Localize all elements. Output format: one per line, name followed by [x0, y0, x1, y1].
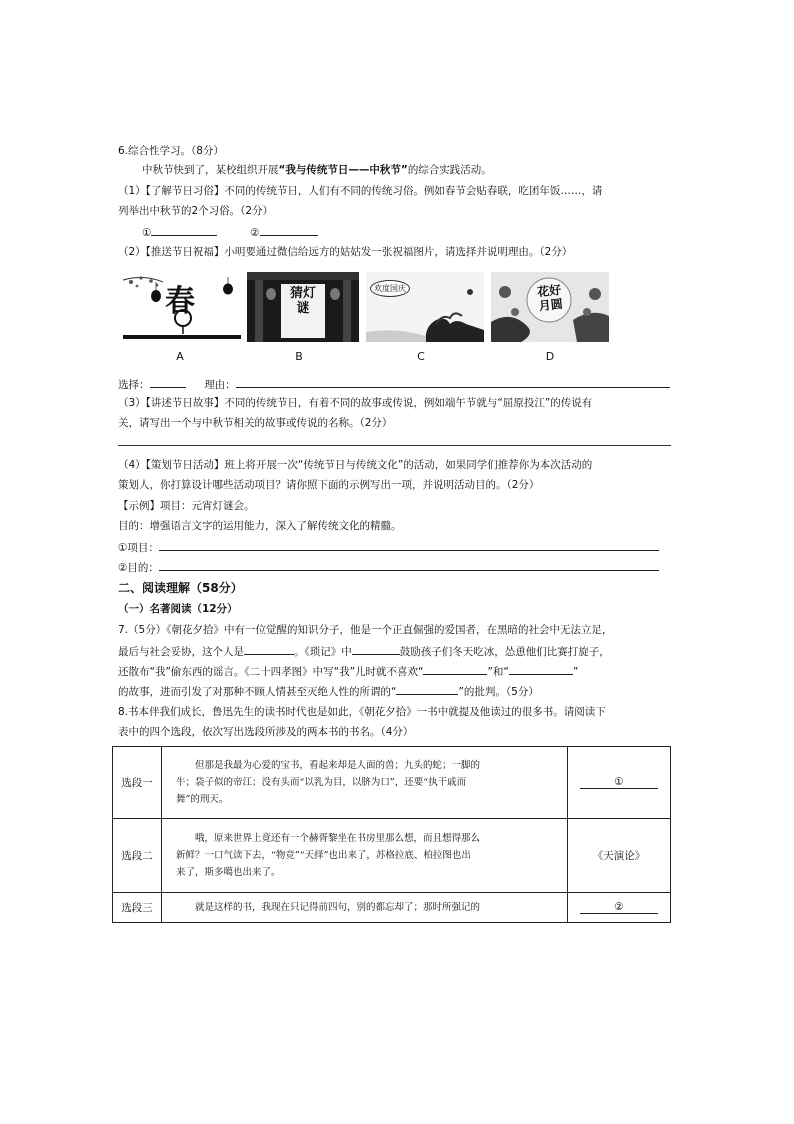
excerpt3-label: 选段三 — [113, 893, 162, 923]
blank2-marker: ② — [250, 227, 260, 239]
excerpt1-line3: 舞”的刑天。 — [176, 794, 229, 805]
goal-blank[interactable] — [159, 558, 659, 571]
q6-p2: （2）【推送节日祝福】小明要通过微信给远方的姑姑发一张祝福图片，请选择并说明理由。（2分） — [118, 246, 573, 258]
q7-l3c: ” — [572, 666, 579, 678]
section2-heading: 二、阅读理解（58分） — [118, 581, 243, 595]
excerpt2-text — [162, 819, 568, 893]
choice-label: 选择： — [118, 379, 150, 391]
item-row — [118, 538, 659, 556]
q7-blank1[interactable] — [244, 642, 294, 655]
subsection1-heading: （一）名著阅读（12分） — [118, 603, 238, 615]
q6-p1-blanks — [142, 223, 318, 241]
excerpt3-text — [162, 893, 568, 923]
q6-title: 6.综合性学习。（8分） — [118, 145, 224, 157]
q7-line3 — [118, 662, 578, 680]
excerpt3-line1: 就是这样的书，我现在只记得前四句，别的都忘却了；那时所强记的 — [195, 902, 481, 913]
reason-label: 理由： — [204, 379, 236, 391]
q7-line4 — [118, 682, 539, 700]
q6-intro-a: 中秋节快到了，某校组织开展 — [142, 164, 279, 176]
image-b[interactable] — [247, 272, 359, 342]
q6-intro-c: 的综合实践活动。 — [407, 164, 492, 176]
q7-l3b: ”和“ — [487, 666, 509, 678]
excerpt2-answer-cell — [568, 819, 671, 893]
q7-l3a: 还散布“我”偷东西的谣言。《二十四孝图》中写“我”儿时就不喜欢“ — [118, 666, 424, 678]
image-c[interactable] — [366, 272, 484, 342]
image-d-label: D — [545, 350, 555, 363]
excerpt1-answer[interactable]: ① — [580, 776, 658, 789]
q7-l4b: ”的批判。（5分） — [458, 686, 539, 698]
q6-p3-line1: （3）【讲述节日故事】不同的传统节日，有着不同的故事或传说，例如端午节就与“屈原投江”的传说有 — [118, 397, 593, 409]
excerpt3-answer-cell — [568, 893, 671, 923]
excerpt2-line3: 来了，斯多噶也出来了。 — [176, 867, 281, 878]
image-b-text: 猜灯谜 — [289, 286, 316, 316]
blank2-line[interactable] — [260, 223, 318, 236]
q8-line1: 8.书本伴我们成长，鲁迅先生的读书时代也是如此，《朝花夕拾》一书中就提及他读过的很多书。请阅读下 — [118, 706, 606, 718]
item-blank[interactable] — [159, 538, 659, 551]
excerpt1-text — [162, 747, 568, 819]
excerpt2-line1: 哦，原来世界上竟还有一个赫胥黎坐在书房里那么想，而且想得那么 — [195, 833, 481, 844]
image-c-text-wrap — [370, 280, 410, 297]
excerpt1-answer-cell — [568, 747, 671, 819]
q6-intro-theme: “我与传统节日——中秋节” — [278, 164, 408, 176]
excerpt2-label: 选段二 — [113, 819, 162, 893]
q7-line2 — [118, 642, 610, 660]
reason-blank[interactable] — [236, 375, 670, 388]
q7-blank3[interactable] — [423, 662, 487, 675]
image-b-label: B — [295, 350, 303, 363]
table-row — [113, 893, 671, 923]
q7-line1: 7.（5分）《朝花夕拾》中有一位觉醒的知识分子，他是一个正直倔强的爱国者，在黑暗的社会中无法立足， — [118, 624, 613, 636]
q7-l4a: 的故事，进而引发了对那种不顾人情甚至灭绝人性的所谓的“ — [118, 686, 397, 698]
q6-p3-answer-line[interactable] — [118, 445, 671, 446]
q7-l2b: 。《琐记》中 — [294, 646, 352, 658]
example-goal: 目的：增强语言文字的运用能力，深入了解传统文化的精髓。 — [118, 520, 402, 532]
q8-line2: 表中的四个选段，依次写出选段所涉及的两本书的书名。（4分） — [118, 726, 414, 738]
blank1-line[interactable] — [151, 223, 217, 236]
q6-p1-line2: 列举出中秋节的2个习俗。（2分） — [118, 205, 274, 217]
q7-blank2[interactable] — [352, 642, 400, 655]
item-label: ①项目： — [118, 542, 159, 554]
q7-l2c: 鼓励孩子们冬天吃冰，怂恿他们比赛打旋子， — [399, 646, 610, 658]
goal-label: ②目的： — [118, 562, 159, 574]
image-a-label: A — [176, 350, 184, 363]
q7-l2a: 最后与社会妥协，这个人是 — [118, 646, 244, 658]
q6-intro — [142, 162, 492, 178]
image-a-text: 春 — [165, 284, 195, 319]
image-c-text: 欢度国庆 — [370, 280, 410, 297]
table-row — [113, 747, 671, 819]
choice-reason-row — [118, 375, 670, 393]
q7-blank5[interactable] — [396, 682, 458, 695]
image-d-text: 花好月圆 — [536, 282, 564, 314]
table-row — [113, 819, 671, 893]
image-d[interactable] — [491, 272, 609, 342]
image-a[interactable] — [123, 272, 241, 342]
q6-p3-line2: 关，请写出一个与中秋节相关的故事或传说的名称。（2分） — [118, 417, 393, 429]
blank1-marker: ① — [142, 227, 152, 239]
image-c-label: C — [417, 350, 425, 363]
excerpt2-line2: 新鲜？一口气读下去，“物竞”“天择”也出来了，苏格拉底、柏拉图也出 — [176, 850, 471, 861]
excerpt-table — [112, 746, 671, 923]
excerpt1-label: 选段一 — [113, 747, 162, 819]
goal-row — [118, 558, 659, 576]
excerpt2-answer: 《天演论》 — [592, 850, 646, 862]
excerpt1-line1: 但那是我最为心爱的宝书，看起来却是人面的兽；九头的蛇；一脚的 — [195, 760, 481, 771]
q6-p4-line2: 策划人，你打算设计哪些活动项目？请你照下面的示例写出一项，并说明活动目的。（2分） — [118, 479, 540, 491]
excerpt3-answer[interactable]: ② — [580, 901, 658, 914]
excerpt1-line2: 牛；袋子似的帝江；没有头而“以乳为目，以脐为口”，还要“执干戚而 — [176, 777, 467, 788]
choice-blank[interactable] — [150, 375, 186, 388]
example-item: 【示例】项目：元宵灯谜会。 — [118, 500, 255, 512]
q6-p1-line1: （1）【了解节日习俗】不同的传统节日，人们有不同的传统习俗。例如春节会贴春联，吃团年饭……，请 — [118, 185, 603, 197]
q7-blank4[interactable] — [509, 662, 573, 675]
q6-p4-line1: （4）【策划节日活动】班上将开展一次“传统节日与传统文化”的活动，如果同学们推荐你为本次活动的 — [118, 459, 593, 471]
